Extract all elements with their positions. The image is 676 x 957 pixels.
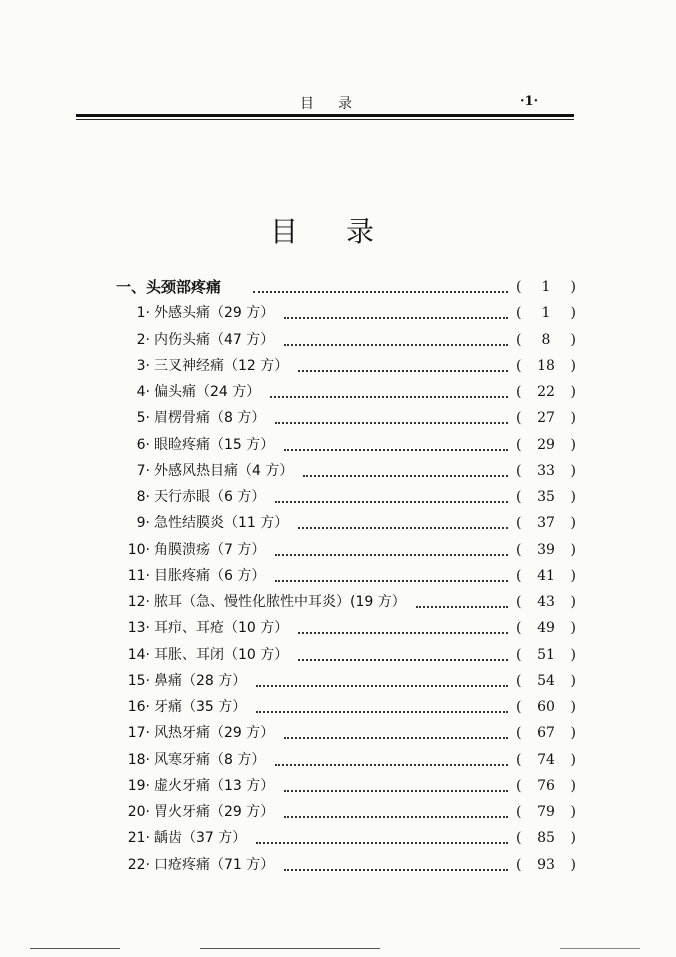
leader-dots [284, 788, 508, 792]
entry-title: 内伤头痛（47 方） [154, 331, 275, 348]
entry-number: 9· [136, 515, 150, 532]
leader-dots [298, 630, 508, 634]
entry-number: 17· [127, 725, 150, 742]
entry-page: 22 [537, 384, 555, 401]
entry-title: 眼睑疼痛（15 方） [154, 436, 275, 453]
entry-page: 41 [537, 567, 555, 584]
entry-number: 19· [127, 777, 150, 794]
entry-page: 18 [537, 357, 555, 374]
page-ref: ( 51 ) [516, 642, 576, 668]
running-header-title-right: 录 [338, 96, 354, 112]
page-ref: ( 93 ) [516, 852, 576, 878]
entry-page: 1 [541, 305, 551, 322]
toc-entry[interactable] [0, 458, 676, 484]
page-ref: ( 74 ) [516, 747, 576, 773]
entry-page: 49 [537, 620, 555, 637]
entry-title: 风寒牙痛（8 方） [154, 751, 266, 768]
entry-title: 耳胀、耳闭（10 方） [154, 646, 289, 663]
toc-entry[interactable] [0, 694, 676, 720]
entry-page: 8 [541, 331, 551, 348]
entry-title: 急性结膜炎（11 方） [154, 515, 289, 532]
page-ref: ( 60 ) [516, 694, 576, 720]
entry-page: 27 [537, 410, 555, 427]
page-title-left: 目 [270, 215, 299, 248]
toc-entry[interactable] [0, 327, 676, 353]
leader-dots [298, 368, 508, 372]
leader-dots [284, 867, 508, 871]
entry-title: 口疮疼痛（71 方） [154, 856, 275, 873]
toc-entry[interactable] [0, 642, 676, 668]
page-ref: ( 67 ) [516, 720, 576, 746]
entry-page: 76 [537, 777, 555, 794]
page-ref: ( 39 ) [516, 537, 576, 563]
entry-number: 20· [127, 804, 150, 821]
page-ref: ( 27 ) [516, 405, 576, 431]
entry-page: 51 [537, 646, 555, 663]
entry-page: 79 [537, 804, 555, 821]
table-of-contents [0, 274, 676, 878]
leader-dots [275, 762, 508, 766]
toc-section-heading[interactable] [0, 274, 676, 300]
entry-page: 39 [537, 541, 555, 558]
page-ref: ( 8 ) [516, 327, 576, 353]
entry-title: 目胀疼痛（6 方） [154, 567, 266, 584]
leader-dots [284, 342, 508, 346]
scan-edge-line [560, 948, 640, 949]
leader-dots [284, 447, 508, 451]
entry-page: 54 [537, 672, 555, 689]
page-ref: ( 43 ) [516, 589, 576, 615]
toc-entry[interactable] [0, 852, 676, 878]
page-ref: ( 85 ) [516, 825, 576, 851]
toc-entry[interactable] [0, 615, 676, 641]
toc-entry[interactable] [0, 484, 676, 510]
entry-title: 偏头痛（24 方） [154, 384, 261, 401]
entry-title: 脓耳（急、慢性化脓性中耳炎）(19 方） [154, 594, 406, 611]
entry-number: 15· [127, 672, 150, 689]
entry-number: 14· [127, 646, 150, 663]
entry-number: 22· [127, 856, 150, 873]
page-ref: ( 54 ) [516, 668, 576, 694]
leader-dots [416, 604, 508, 608]
section-page: 1 [541, 279, 551, 296]
leader-dots [256, 840, 508, 844]
leader-dots [284, 315, 508, 319]
toc-entry[interactable] [0, 405, 676, 431]
leader-dots [253, 289, 508, 293]
toc-entry[interactable] [0, 537, 676, 563]
page-ref: ( 79 ) [516, 799, 576, 825]
entry-number: 10· [127, 541, 150, 558]
header-rule-thin [76, 119, 574, 120]
entry-number: 16· [127, 699, 150, 716]
leader-dots [298, 525, 508, 529]
page-ref: ( 1 ) [516, 274, 576, 300]
entry-page: 35 [537, 489, 555, 506]
leader-dots [284, 814, 508, 818]
entry-number: 4· [136, 384, 150, 401]
entry-number: 1· [136, 305, 150, 322]
page-title [270, 210, 374, 250]
page-ref: ( 35 ) [516, 484, 576, 510]
entry-title: 龋齿（37 方） [154, 830, 247, 847]
leader-dots [275, 499, 508, 503]
entry-number: 7· [136, 462, 150, 479]
running-header-title [300, 93, 354, 113]
leader-dots [275, 420, 508, 424]
section-title: 一、头颈部疼痛 [116, 278, 222, 297]
entry-title: 眉楞骨痛（8 方） [154, 410, 266, 427]
leader-dots [270, 394, 508, 398]
page-number: ·1· [520, 94, 539, 109]
entry-title: 外感头痛（29 方） [154, 305, 275, 322]
toc-entry[interactable] [0, 720, 676, 746]
entry-title: 胃火牙痛（29 方） [154, 804, 275, 821]
leader-dots [303, 473, 508, 477]
page-ref: ( 37 ) [516, 510, 576, 536]
entry-page: 74 [537, 751, 555, 768]
page-ref: ( 49 ) [516, 615, 576, 641]
page-ref: ( 41 ) [516, 563, 576, 589]
toc-entry[interactable] [0, 300, 676, 326]
leader-dots [275, 578, 508, 582]
entry-number: 12· [127, 594, 150, 611]
entry-number: 11· [127, 567, 150, 584]
toc-entry[interactable] [0, 353, 676, 379]
leader-dots [298, 657, 508, 661]
entry-number: 2· [136, 331, 150, 348]
entry-number: 6· [136, 436, 150, 453]
entry-title: 角膜溃疡（7 方） [154, 541, 266, 558]
entry-number: 5· [136, 410, 150, 427]
entry-page: 85 [537, 830, 555, 847]
entry-title: 牙痛（35 方） [154, 699, 247, 716]
toc-entry[interactable] [0, 510, 676, 536]
entry-title: 鼻痛（28 方） [154, 672, 247, 689]
page-ref: ( 29 ) [516, 432, 576, 458]
entry-page: 60 [537, 699, 555, 716]
entry-title: 虚火牙痛（13 方） [154, 777, 275, 794]
toc-entry[interactable] [0, 589, 676, 615]
page-title-right: 录 [346, 215, 375, 248]
entry-title: 外感风热目痛（4 方） [154, 462, 294, 479]
entry-page: 29 [537, 436, 555, 453]
entry-page: 93 [537, 856, 555, 873]
entry-number: 18· [127, 751, 150, 768]
entry-title: 天行赤眼（6 方） [154, 489, 266, 506]
toc-entry[interactable] [0, 825, 676, 851]
header-rule-thick [76, 114, 574, 117]
entry-title: 耳疖、耳疮（10 方） [154, 620, 289, 637]
entry-number: 21· [127, 830, 150, 847]
page-ref: ( 76 ) [516, 773, 576, 799]
page-ref: ( 33 ) [516, 458, 576, 484]
running-header-title-left: 目 [300, 96, 316, 112]
entry-title: 三叉神经痛（12 方） [154, 357, 289, 374]
toc-entry[interactable] [0, 432, 676, 458]
toc-entry[interactable] [0, 668, 676, 694]
leader-dots [275, 552, 508, 556]
page-ref: ( 1 ) [516, 300, 576, 326]
toc-entry[interactable] [0, 379, 676, 405]
scan-edge-line [30, 948, 120, 949]
entry-number: 3· [136, 357, 150, 374]
toc-entry[interactable] [0, 747, 676, 773]
page-ref: ( 22 ) [516, 379, 576, 405]
leader-dots [256, 709, 508, 713]
toc-entry[interactable] [0, 773, 676, 799]
entry-page: 67 [537, 725, 555, 742]
entry-page: 37 [537, 515, 555, 532]
entry-number: 8· [136, 489, 150, 506]
entry-page: 43 [537, 594, 555, 611]
entry-number: 13· [127, 620, 150, 637]
scan-edge-line [200, 948, 380, 949]
entry-title: 风热牙痛（29 方） [154, 725, 275, 742]
toc-entry[interactable] [0, 563, 676, 589]
page-ref: ( 18 ) [516, 353, 576, 379]
leader-dots [256, 683, 508, 687]
toc-entry[interactable] [0, 799, 676, 825]
entry-page: 33 [537, 462, 555, 479]
leader-dots [284, 735, 508, 739]
